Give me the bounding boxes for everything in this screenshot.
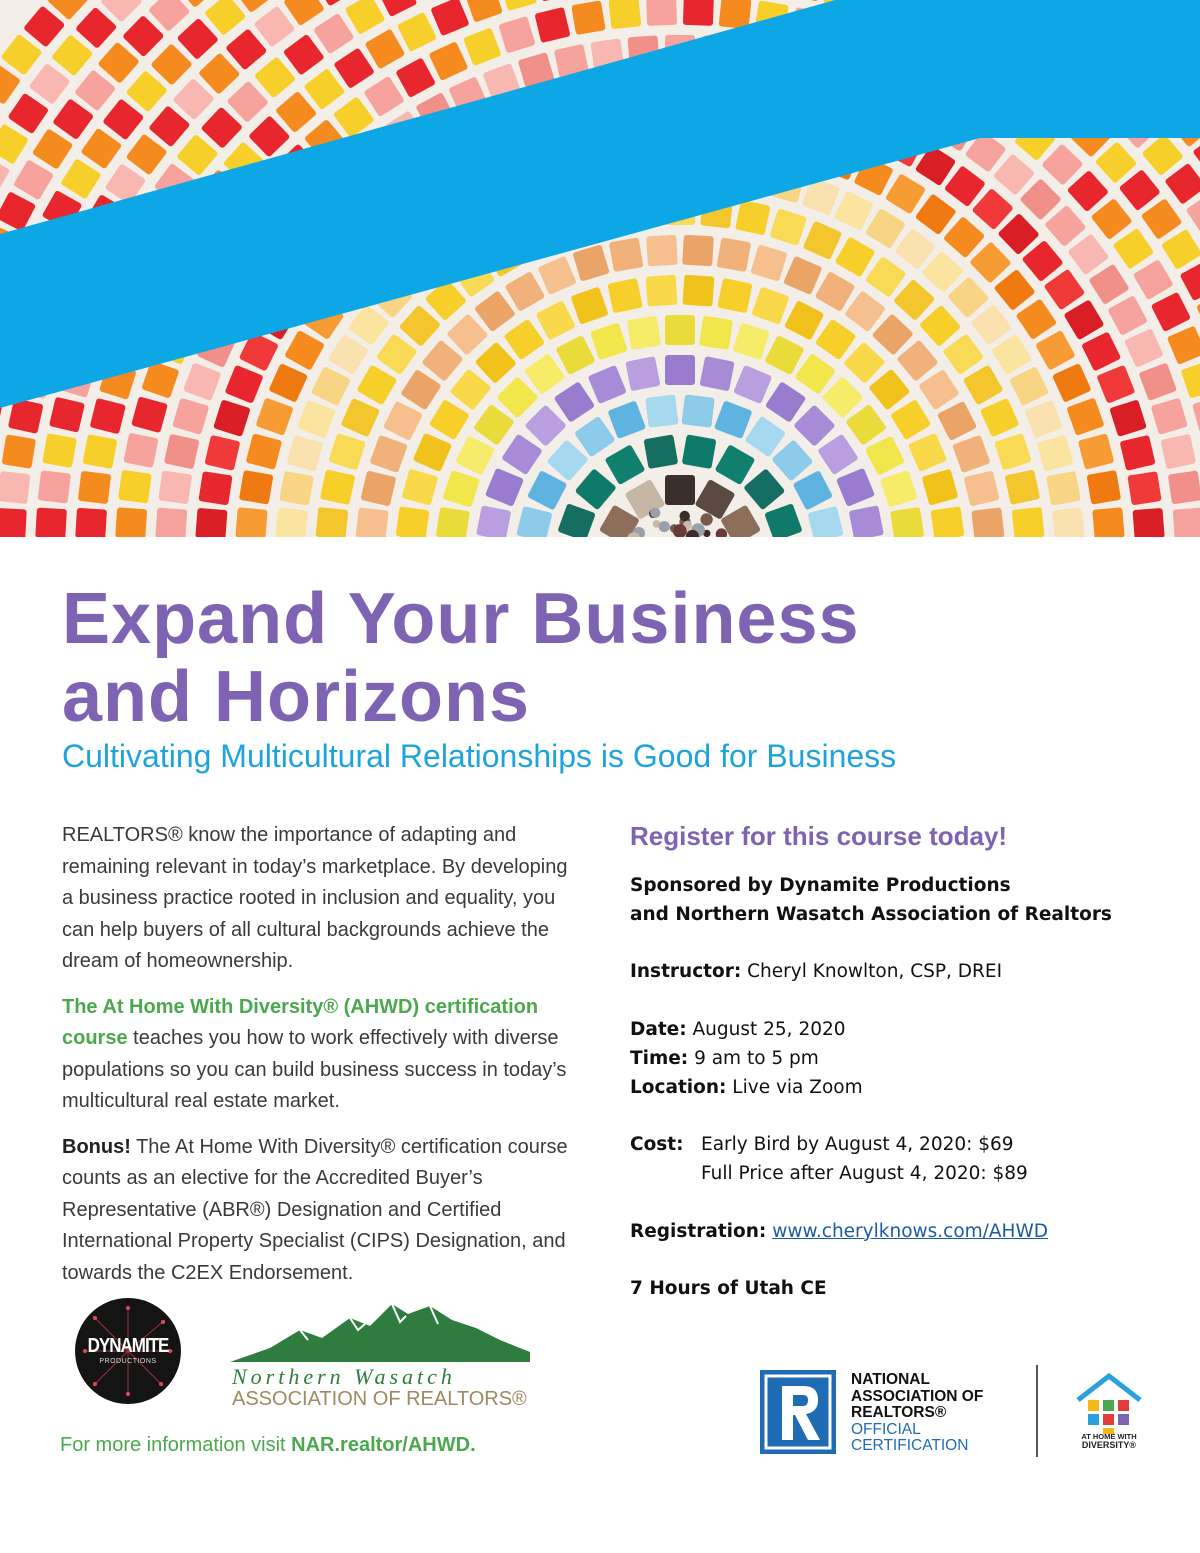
dynamite-productions-logo bbox=[75, 1298, 181, 1404]
cost-early-bird: Early Bird by August 4, 2020: $69 bbox=[701, 1134, 1014, 1156]
nar-r-logo-icon bbox=[760, 1370, 836, 1454]
ahwd-line-2: DIVERSITY® bbox=[1081, 1440, 1137, 1450]
logo-divider bbox=[1036, 1365, 1038, 1457]
instructor-row: Instructor: Cheryl Knowlton, CSP, DREI bbox=[630, 961, 1003, 983]
intro-paragraph-2-text: teaches you how to work effectively with diverse populations so you can build business success in today’s multicultural real estate market. bbox=[62, 1027, 567, 1112]
ahwd-highlight: The At Home With Diversity® (AHWD) certification course bbox=[62, 995, 539, 1049]
nar-line-1: NATIONAL bbox=[851, 1371, 930, 1388]
bonus-paragraph bbox=[62, 1132, 582, 1290]
nwar-association: ASSOCIATION OF REALTORS® bbox=[232, 1388, 527, 1410]
ce-hours: 7 Hours of Utah CE bbox=[630, 1278, 827, 1300]
cost-label: Cost: bbox=[630, 1134, 684, 1156]
date-row: Date: August 25, 2020 bbox=[630, 1018, 846, 1040]
more-info-footer: For more information visit NAR.realtor/AHWD. bbox=[60, 1434, 476, 1456]
sponsor-line-2: and Northern Wasatch Association of Realtors bbox=[630, 903, 1112, 925]
ahwd-line-1: AT HOME WITH bbox=[1081, 1432, 1137, 1441]
nar-line-3: REALTORS® bbox=[851, 1404, 947, 1421]
hero-mosaic-image bbox=[0, 0, 1200, 537]
intro-paragraph-2 bbox=[62, 992, 582, 1118]
bonus-text: The At Home With Diversity® certification course counts as an elective for the Accredited Buyer’s Representative (ABR®) Designation and Certified International Property Specialist (CIPS) Designation, and towards the C2EX Endorsement. bbox=[62, 1135, 568, 1284]
mountain-icon bbox=[230, 1300, 540, 1366]
title-line-1: Expand Your Business bbox=[62, 579, 860, 659]
intro-column bbox=[62, 820, 582, 1303]
nar-line-2: ASSOCIATION OF bbox=[851, 1387, 984, 1405]
registration-link[interactable]: www.cherylknows.com/AHWD bbox=[772, 1220, 1049, 1242]
ahwd-logo-text bbox=[1070, 1433, 1148, 1449]
title-line-2: and Horizons bbox=[62, 657, 531, 737]
subtitle: Cultivating Multicultural Relationships is Good for Business bbox=[62, 738, 897, 774]
time-row: Time: 9 am to 5 pm bbox=[630, 1047, 819, 1069]
registration-row: Registration: www.cherylknows.com/AHWD bbox=[630, 1220, 1049, 1242]
nar-ahwd-link[interactable]: NAR.realtor/AHWD. bbox=[291, 1434, 476, 1456]
intro-paragraph-1: REALTORS® know the importance of adapting and remaining relevant in today’s marketplace. By developing a business practice rooted in inclusion and equality, you can help buyers of all cultural backgrounds achieve the dream of homeownership. bbox=[62, 824, 568, 972]
registration-column bbox=[630, 818, 1170, 1304]
dynamite-title: DYNAMITE bbox=[87, 1334, 169, 1357]
register-heading: Register for this course today! bbox=[630, 821, 1008, 851]
nar-line-4: OFFICIAL bbox=[851, 1420, 921, 1438]
location-row: Location: Live via Zoom bbox=[630, 1076, 863, 1098]
northern-wasatch-logo bbox=[230, 1300, 540, 1415]
cost-row bbox=[630, 1131, 1170, 1189]
bonus-label: Bonus! bbox=[62, 1135, 131, 1158]
mosaic-tile-icon bbox=[0, 0, 1200, 537]
nwar-name: Northern Wasatch bbox=[232, 1364, 456, 1389]
sponsor-line-1: Sponsored by Dynamite Productions bbox=[630, 875, 1011, 896]
page-title bbox=[62, 580, 1062, 736]
nar-line-5: CERTIFICATION bbox=[851, 1437, 969, 1454]
dynamite-subtitle: PRODUCTIONS bbox=[99, 1358, 157, 1365]
nar-certification-text bbox=[851, 1372, 983, 1455]
cost-full-price: Full Price after August 4, 2020: $89 bbox=[701, 1162, 1028, 1184]
